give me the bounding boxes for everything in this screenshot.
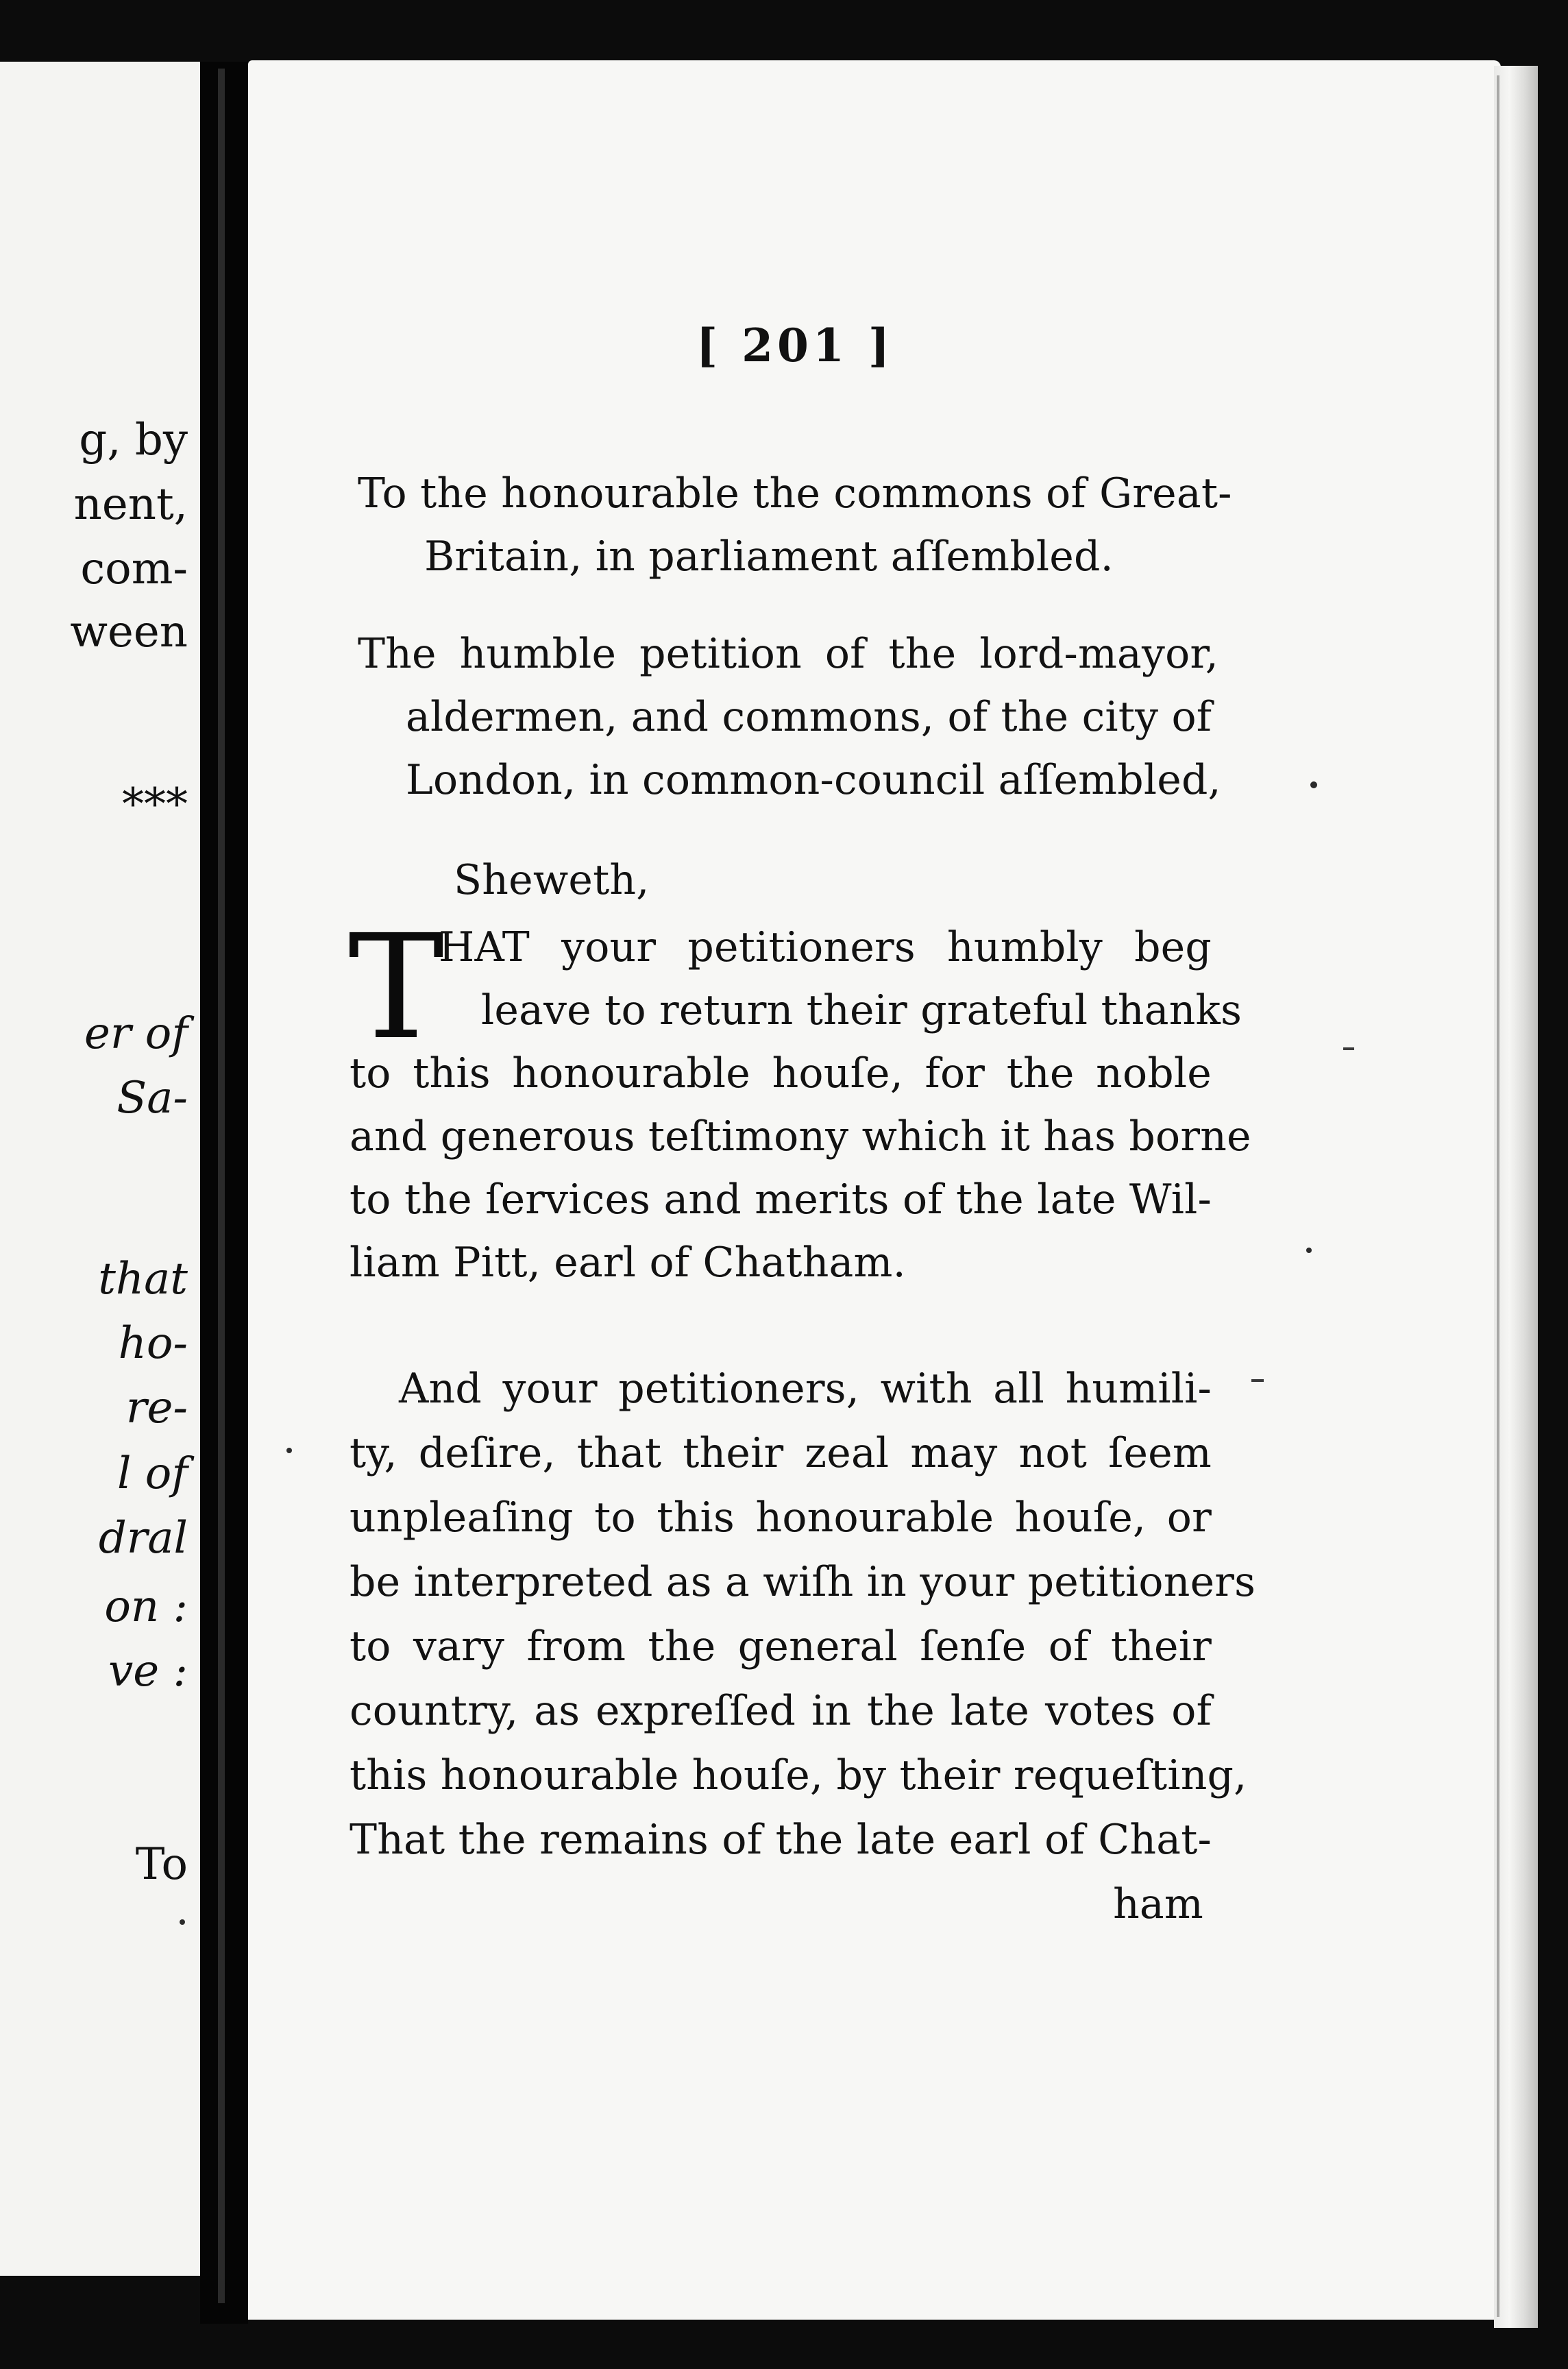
left-page-line: that: [98, 1254, 188, 1304]
paragraph-line: leave to return their grateful thanks: [481, 986, 1242, 1034]
paragraph-line: ty, deſire, that their zeal may not ſeem: [350, 1429, 1212, 1477]
left-page-line: re-: [125, 1383, 188, 1433]
left-page-line: ween: [70, 607, 188, 657]
salutation: Sheweth,: [454, 856, 650, 904]
left-page-line: ho-: [118, 1318, 188, 1369]
paragraph-line: to the ſervices and merits of the late Wil-: [350, 1176, 1212, 1224]
left-page-line: l of: [117, 1448, 188, 1499]
paragraph-line: country, as expreſſed in the late votes of: [350, 1687, 1212, 1735]
address-line: Britain, in parliament aſſembled.: [424, 533, 1114, 581]
left-page-line: Sa-: [117, 1073, 188, 1123]
left-page-line: g, by: [79, 415, 188, 465]
page-number-header: [ 201 ]: [696, 319, 894, 372]
left-page-line: er of: [84, 1008, 188, 1059]
paragraph-line: unpleaſing to this honourable houſe, or: [350, 1494, 1212, 1542]
left-page-line: nent,: [73, 479, 188, 530]
page-edge: [1494, 66, 1538, 2328]
left-page-line: To: [135, 1839, 188, 1890]
catchword: ham: [1113, 1880, 1203, 1928]
ink-speck: [1251, 1379, 1264, 1382]
paragraph-line: liam Pitt, earl of Chatham.: [350, 1239, 906, 1287]
paragraph-line: this honourable houſe, by their requeſting,: [350, 1751, 1247, 1799]
address-line: To the honourable the commons of Great-: [358, 470, 1232, 518]
page-edge-line: [1497, 75, 1499, 2317]
left-page-line: ve :: [108, 1646, 188, 1697]
ink-speck: [180, 1919, 185, 1925]
petition-title-line: The humble petition of the lord-mayor,: [358, 630, 1218, 678]
drop-cap: T: [348, 903, 445, 1071]
left-page-line: on :: [104, 1581, 188, 1632]
ink-speck: [1343, 1047, 1354, 1050]
paragraph-line: HAT your petitioners humbly beg: [439, 923, 1212, 971]
gutter-shadow: [218, 69, 225, 2303]
petition-title-line: London, in common-council aſſembled,: [406, 756, 1221, 804]
petition-title-line: aldermen, and commons, of the city of: [406, 693, 1212, 741]
ink-speck: [286, 1448, 292, 1453]
left-page-line: dral: [98, 1513, 188, 1564]
ink-speck: [1306, 1248, 1312, 1253]
paragraph-line: be interpreted as a wiſh in your petitioners: [350, 1558, 1256, 1606]
paragraph-line: That the remains of the late earl of Chat-: [350, 1816, 1212, 1864]
paragraph-line: and generous teſtimony which it has borne: [350, 1113, 1251, 1161]
ink-speck: [1310, 781, 1317, 788]
previous-page-fragment: [0, 62, 200, 2276]
left-page-line: com-: [80, 544, 188, 594]
paragraph-line: to vary from the general ſenſe of their: [350, 1623, 1212, 1671]
paragraph-line: to this honourable houſe, for the noble: [350, 1049, 1212, 1097]
left-page-line: ***: [122, 779, 188, 830]
paragraph-line: And your petitioners, with all humili-: [399, 1365, 1212, 1413]
